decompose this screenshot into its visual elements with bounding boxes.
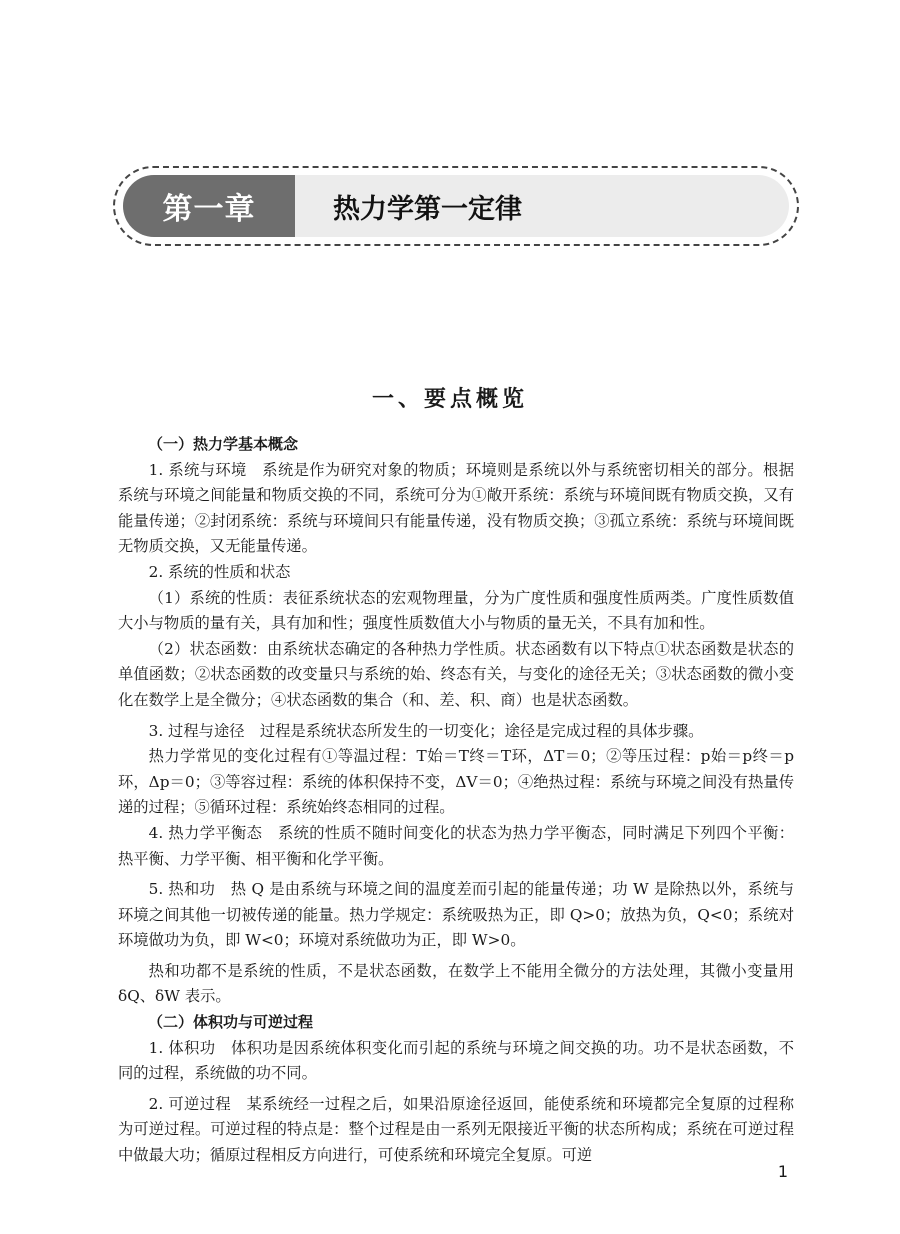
- section-title: 一、要点概览: [371, 387, 528, 412]
- page-number: 1: [777, 1162, 788, 1181]
- subsection-heading: （二）体积功与可逆过程: [148, 1013, 314, 1032]
- paragraph: 2. 可逆过程 某系统经一过程之后，如果沿原途径返回，能使系统和环境都完全复原的过程称为可逆过程。可逆过程的特点是：整个过程是由一系列无限接近平衡的状态所构成；系统在可逆过程中做最大功；循原过程相反方向进行，可使系统和环境完全复原。可逆: [118, 1094, 794, 1165]
- paragraph: 热和功都不是系统的性质，不是状态函数，在数学上不能用全微分的方法处理，其微小变量用 δQ、δW 表示。: [118, 961, 794, 1006]
- chapter-label: 第一章: [123, 175, 295, 237]
- paragraph: （2）状态函数：由系统状态确定的各种热力学性质。状态函数有以下特点①状态函数是状态的单值函数；②状态函数的改变量只与系统的始、终态有关，与变化的途径无关；③状态函数的微小变化在数学上是全微分；④状态函数的集合（和、差、积、商）也是状态函数。: [118, 639, 794, 709]
- chapter-title: 热力学第一定律: [333, 193, 522, 225]
- chapter-banner: [113, 166, 799, 246]
- paragraph: 5. 热和功 热 Q 是由系统与环境之间的温度差而引起的能量传递；功 W 是除热以外，系统与环境之间其他一切被传递的能量。热力学规定：系统吸热为正，即 Q>0；放热为负，Q<0；系统对环境做功为负，即 W<0；环境对系统做功为正，即 W>0。: [118, 880, 794, 950]
- paragraph: 3. 过程与途径 过程是系统状态所发生的一切变化；途径是完成过程的具体步骤。: [148, 721, 704, 740]
- paragraph: 4. 热力学平衡态 系统的性质不随时间变化的状态为热力学平衡态，同时满足下列四个平衡：热平衡、力学平衡、相平衡和化学平衡。: [118, 823, 794, 868]
- paragraph: 热力学常见的变化过程有①等温过程：T始＝T终＝T环，ΔT＝0；②等压过程：p始＝p终＝p环，Δp＝0；③等容过程：系统的体积保持不变，ΔV＝0；④绝热过程：系统与环境之间没有热量传递的过程；⑤循环过程：系统始终态相同的过程。: [118, 747, 794, 817]
- chapter-banner-inner: [123, 175, 789, 237]
- paragraph: 1. 体积功 体积功是因系统体积变化而引起的系统与环境之间交换的功。功不是状态函数，不同的过程，系统做的功不同。: [118, 1038, 794, 1083]
- paragraph: 1. 系统与环境 系统是作为研究对象的物质；环境则是系统以外与系统密切相关的部分。根据系统与环境之间能量和物质交换的不同，系统可分为①敞开系统：系统与环境间既有物质交换，又有能量传递；②封闭系统：系统与环境间只有能量传递，没有物质交换；③孤立系统：系统与环境间既无物质交换，又无能量传递。: [118, 460, 794, 556]
- paragraph: （1）系统的性质：表征系统状态的宏观物理量，分为广度性质和强度性质两类。广度性质数值大小与物质的量有关，具有加和性；强度性质数值大小与物质的量无关，不具有加和性。: [118, 588, 794, 633]
- body-text: [118, 432, 794, 1169]
- subsection-heading: （一）热力学基本概念: [148, 435, 299, 453]
- paragraph: 2. 系统的性质和状态: [148, 562, 291, 581]
